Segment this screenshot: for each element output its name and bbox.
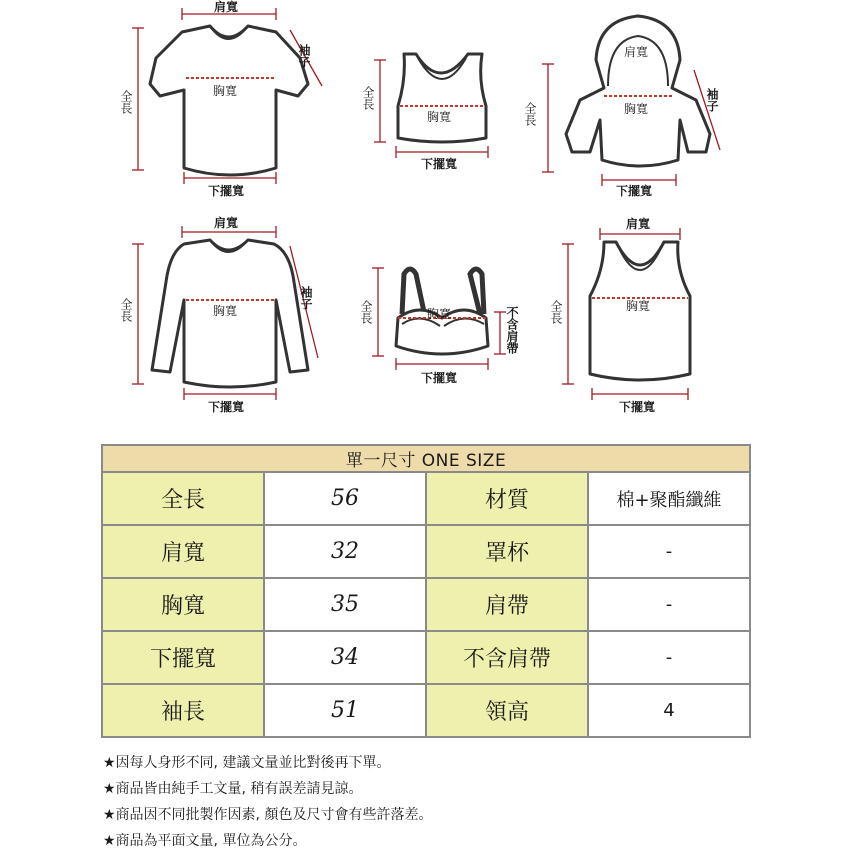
hoodie-diagram [523, 16, 720, 198]
row-value: 32 [264, 525, 426, 578]
hoodie-length-label: 全長 [523, 102, 537, 126]
note-item: ★因每人身形不同, 建議文量並比對後再下單。 [103, 755, 391, 771]
row-label: 肩寬 [102, 525, 264, 578]
tshirt-hem-label: 下擺寬 [208, 184, 245, 198]
row-label-2: 肩帶 [426, 578, 588, 631]
tank-shoulder-label: 肩寬 [626, 217, 651, 231]
size-table-header: 單一尺寸 ONE SIZE [102, 445, 750, 472]
row-value-2: - [588, 631, 750, 684]
table-row [102, 631, 750, 684]
row-label-2: 領高 [426, 684, 588, 737]
row-value: 51 [264, 684, 426, 737]
longsleeve-chest-label: 胸寬 [213, 304, 238, 318]
tank-chest-label: 胸寬 [626, 299, 651, 313]
tank-diagram [549, 216, 690, 414]
vest-diagram [361, 54, 488, 171]
longsleeve-diagram [119, 215, 318, 414]
row-value: 35 [264, 578, 426, 631]
longsleeve-sleeve-label: 袖子 [299, 286, 313, 310]
longsleeve-hem-label: 下擺寬 [208, 400, 245, 414]
size-table [101, 444, 751, 738]
bra-strapless-label: 不含肩帶 [505, 306, 519, 354]
bra-length-label: 全長 [359, 300, 373, 324]
row-label: 袖長 [102, 684, 264, 737]
tank-length-label: 全長 [549, 300, 563, 324]
row-value-2: - [588, 578, 750, 631]
longsleeve-length-label: 全長 [119, 298, 133, 322]
table-row [102, 684, 750, 737]
note-item: ★商品為平面文量, 單位為公分。 [103, 833, 307, 849]
row-label-2: 罩杯 [426, 525, 588, 578]
hoodie-chest-label: 胸寬 [624, 102, 649, 116]
row-label: 全長 [102, 472, 264, 525]
tshirt-length-label: 全長 [119, 90, 133, 114]
table-row [102, 472, 750, 525]
row-value: 34 [264, 631, 426, 684]
longsleeve-shoulder-label: 肩寬 [214, 216, 239, 230]
row-label-2: 材質 [426, 472, 588, 525]
hoodie-shoulder-label: 肩寬 [624, 45, 649, 59]
row-label: 胸寬 [102, 578, 264, 631]
table-row [102, 578, 750, 631]
row-label: 下擺寬 [102, 631, 264, 684]
tshirt-chest-label: 胸寬 [213, 84, 238, 98]
tshirt-shoulder-label: 肩寬 [214, 0, 239, 14]
vest-chest-label: 胸寬 [427, 110, 452, 124]
row-label-2: 不含肩帶 [426, 631, 588, 684]
tshirt-sleeve-label: 袖子 [297, 44, 311, 68]
bra-diagram [359, 268, 519, 385]
hoodie-sleeve-label: 袖子 [705, 88, 719, 112]
hoodie-hem-label: 下擺寬 [616, 184, 653, 198]
tshirt-diagram [119, 0, 322, 198]
notes-list [103, 750, 432, 854]
note-item: ★商品因不同批製作因素, 顏色及尺寸會有些許落差。 [103, 807, 433, 823]
vest-hem-label: 下擺寬 [421, 157, 458, 171]
row-value: 56 [264, 472, 426, 525]
row-value-2: 4 [588, 684, 750, 737]
table-row [102, 525, 750, 578]
bra-hem-label: 下擺寬 [421, 371, 458, 385]
note-item: ★商品皆由純手工文量, 稍有誤差請見諒。 [103, 781, 363, 797]
row-value-2: - [588, 525, 750, 578]
bra-chest-label: 胸寬 [427, 307, 452, 321]
tank-hem-label: 下擺寬 [619, 400, 656, 414]
row-value-2: 棉+聚酯纖維 [588, 472, 750, 525]
vest-length-label: 全長 [361, 86, 375, 110]
